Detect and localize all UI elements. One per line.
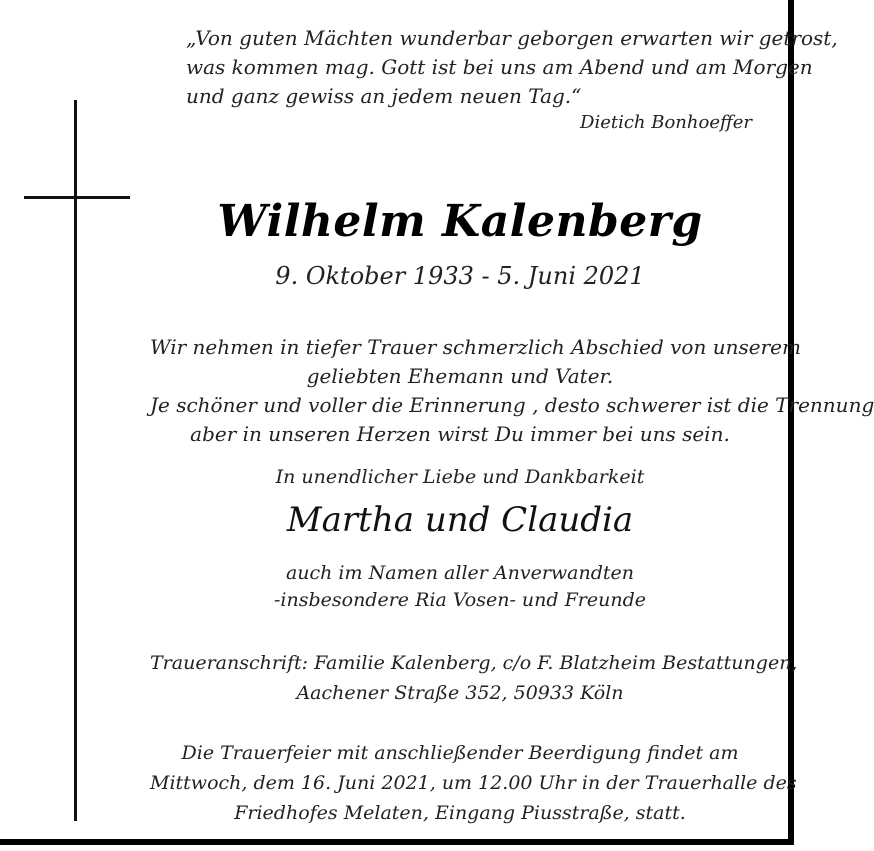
cross-icon: [74, 100, 77, 821]
quote-line: „Von guten Mächten wunderbar geborgen erwarten wir getrost,: [186, 26, 838, 50]
ceremony-line: Friedhofes Melaten, Eingang Piusstraße, statt.: [234, 802, 686, 824]
address-line: Traueranschrift: Familie Kalenberg, c/o F. Blatzheim Bestattungen,: [150, 652, 798, 674]
mourners-intro: In unendlicher Liebe und Dankbarkeit: [275, 466, 645, 488]
farewell-line: Wir nehmen in tiefer Trauer schmerzlich Abschied von unserem: [150, 335, 801, 359]
ceremony-line: Die Trauerfeier mit anschließender Beerdigung findet am: [181, 742, 739, 764]
funeral-ceremony-info: [150, 738, 797, 828]
relatives-line: -insbesondere Ria Vosen- und Freunde: [273, 589, 646, 611]
life-dates: 9. Oktober 1933 - 5. Juni 2021: [275, 262, 645, 290]
farewell-line: Je schöner und voller die Erinnerung , desto schwerer ist die Trennung: [150, 393, 874, 417]
farewell-line: geliebten Ehemann und Vater.: [306, 364, 614, 388]
address-line: Aachener Straße 352, 50933 Köln: [296, 682, 624, 704]
bonhoeffer-quote: [186, 24, 838, 111]
quote-line: und ganz gewiss an jedem neuen Tag.“: [186, 84, 582, 108]
relatives-text: [150, 560, 770, 614]
cross-crossbar: [24, 196, 130, 199]
mourning-address: [150, 648, 798, 708]
farewell-text: [150, 333, 874, 449]
farewell-line: aber in unseren Herzen wirst Du immer bei uns sein.: [190, 422, 730, 446]
deceased-name: Wilhelm Kalenberg: [217, 196, 703, 247]
quote-author: Dietich Bonhoeffer: [580, 112, 752, 133]
mourners-names: Martha und Claudia: [286, 500, 634, 540]
ceremony-line: Mittwoch, dem 16. Juni 2021, um 12.00 Uhr in der Trauerhalle des: [150, 772, 797, 794]
relatives-line: auch im Namen aller Anverwandten: [285, 562, 635, 584]
quote-line: was kommen mag. Gott ist bei uns am Abend und am Morgen: [186, 55, 813, 79]
